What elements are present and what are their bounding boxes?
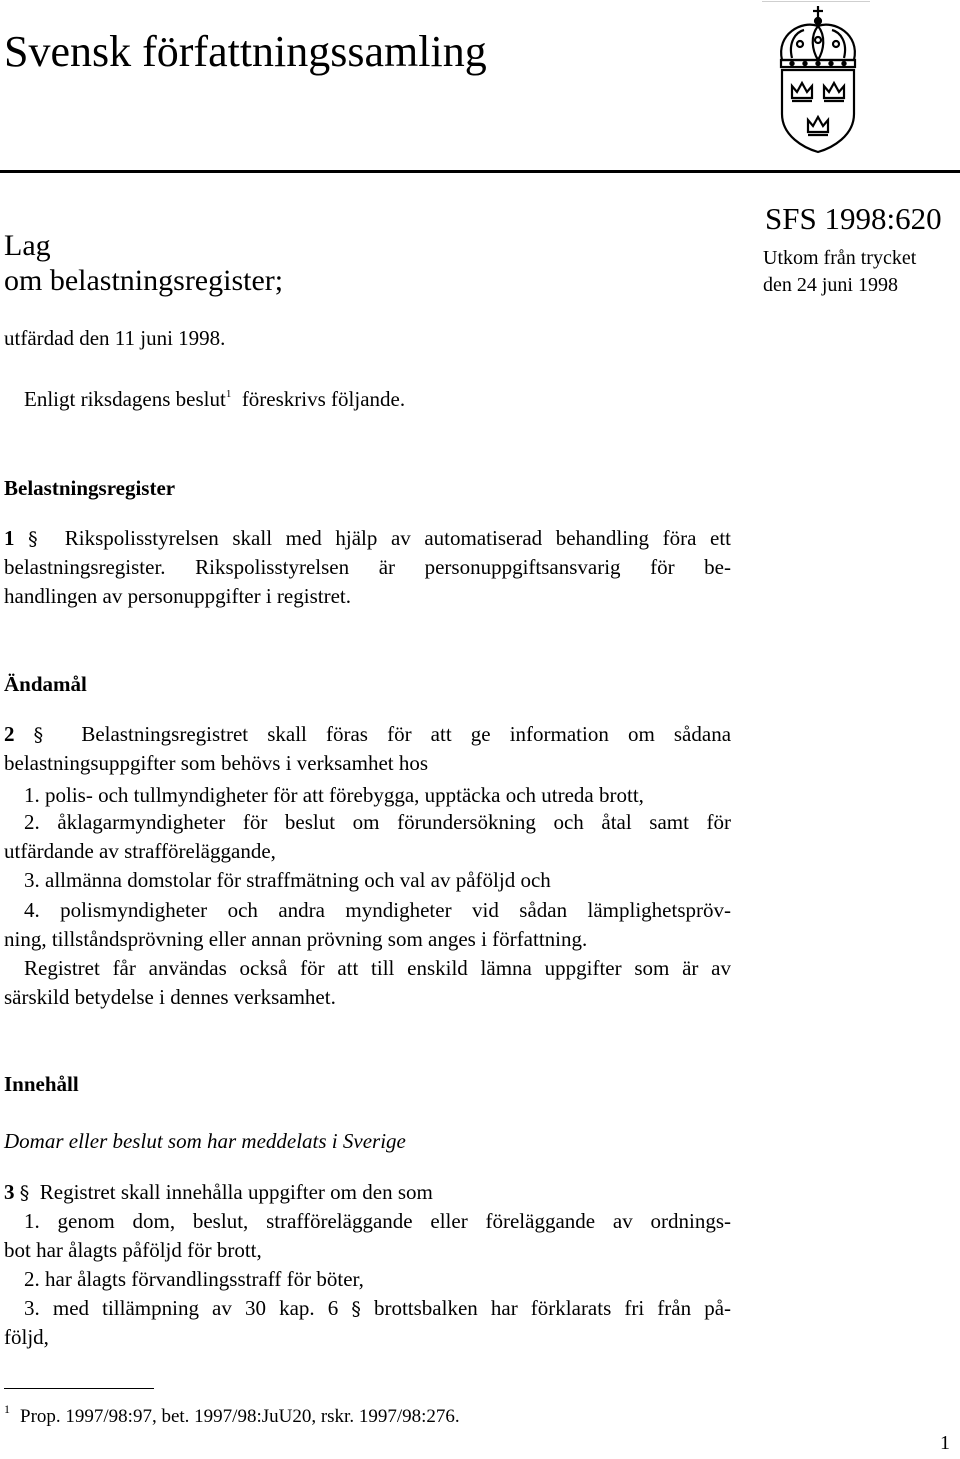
- paragraph-line: handlingen av personuppgifter i registret.: [4, 584, 351, 608]
- section-heading: Ändamål: [4, 672, 87, 696]
- published-line1: Utkom från trycket: [763, 247, 917, 269]
- footnote-ref: 1: [225, 388, 232, 400]
- publication-info: [763, 245, 916, 299]
- paragraph-text: Belastningsregistret skall föras för att ge information om sådana: [81, 722, 732, 746]
- list-item: 4. polismyndigheter och andra myndigheter vid sådan lämplighetspröv-: [24, 898, 731, 922]
- sfs-number: SFS 1998:620: [765, 201, 942, 236]
- paragraph-text: Rikspolisstyrelsen skall med hjälp av automatiserad behandling föra ett: [64, 526, 732, 550]
- paragraph-line: [4, 1178, 433, 1208]
- page-number: 1: [940, 1432, 950, 1454]
- paragraph-line: utfärdande av strafföreläggande,: [4, 839, 276, 863]
- top-divider: [762, 1, 870, 2]
- gazette-title: Svensk författningssamling: [4, 27, 487, 76]
- list-item-text-end: brottsbalken har förklarats fri från på-: [373, 1296, 732, 1320]
- law-title: [4, 228, 283, 298]
- section-number: 1: [4, 526, 15, 550]
- header-rule: [0, 170, 960, 173]
- section-sign: §: [28, 528, 38, 550]
- issued-date: utfärdad den 11 juni 1998.: [4, 326, 226, 350]
- section-number: 2: [4, 722, 15, 746]
- section-heading: Innehåll: [4, 1072, 79, 1096]
- paragraph-line: bot har ålagts påföljd för brott,: [4, 1238, 262, 1262]
- paragraph-line: särskild betydelse i dennes verksamhet.: [4, 985, 336, 1009]
- section-sign: §: [19, 1182, 30, 1204]
- section-number: 3: [4, 1180, 15, 1204]
- list-item: 1. polis- och tullmyndigheter för att förebygga, upptäcka och utreda brott,: [24, 783, 644, 807]
- footnote-rule: [4, 1388, 154, 1389]
- list-item: 3. allmänna domstolar för straffmätning och val av påföljd och: [24, 868, 551, 892]
- footnote-marker: 1: [4, 1402, 10, 1416]
- law-title-line2: om belastningsregister;: [4, 264, 284, 297]
- paragraph-line: Registret får användas också för att till enskild lämna uppgifter som är av: [24, 956, 731, 980]
- list-item: 1. genom dom, beslut, strafföreläggande eller föreläggande av ordnings-: [24, 1209, 731, 1233]
- paragraph-line: [4, 720, 731, 750]
- paragraph-line: [4, 524, 731, 554]
- paragraph-text: Registret skall innehålla uppgifter om den som: [39, 1180, 433, 1204]
- preamble-text-end: föreskrivs följande.: [241, 387, 406, 411]
- preamble: [24, 385, 405, 414]
- section-sign: §: [33, 724, 44, 746]
- law-title-line1: Lag: [4, 229, 51, 262]
- paragraph-line: belastningsregister. Rikspolisstyrelsen är personuppgiftsansvarig för be-: [4, 555, 731, 579]
- list-item: 2. har ålagts förvandlingsstraff för böter,: [24, 1267, 364, 1291]
- section-heading: Belastningsregister: [4, 476, 176, 500]
- preamble-text: Enligt riksdagens beslut: [24, 387, 226, 411]
- list-item-text: 3. med tillämpning av 30 kap. 6: [24, 1296, 339, 1320]
- subheading: Domar eller beslut som har meddelats i Sverige: [4, 1129, 406, 1153]
- paragraph-line: ning, tillståndsprövning eller annan prövning som anges i författning.: [4, 927, 588, 951]
- list-item: [24, 1294, 731, 1324]
- footnote-text: Prop. 1997/98:97, bet. 1997/98:JuU20, rskr. 1997/98:276.: [20, 1406, 460, 1427]
- paragraph-line: följd,: [4, 1325, 49, 1349]
- coat-of-arms-icon: [772, 4, 864, 154]
- section-sign: §: [351, 1298, 361, 1320]
- paragraph-line: belastningsuppgifter som behövs i verksamhet hos: [4, 751, 429, 775]
- published-line2: den 24 juni 1998: [763, 274, 898, 296]
- list-item: 2. åklagarmyndigheter för beslut om förundersökning och åtal samt för: [24, 810, 731, 834]
